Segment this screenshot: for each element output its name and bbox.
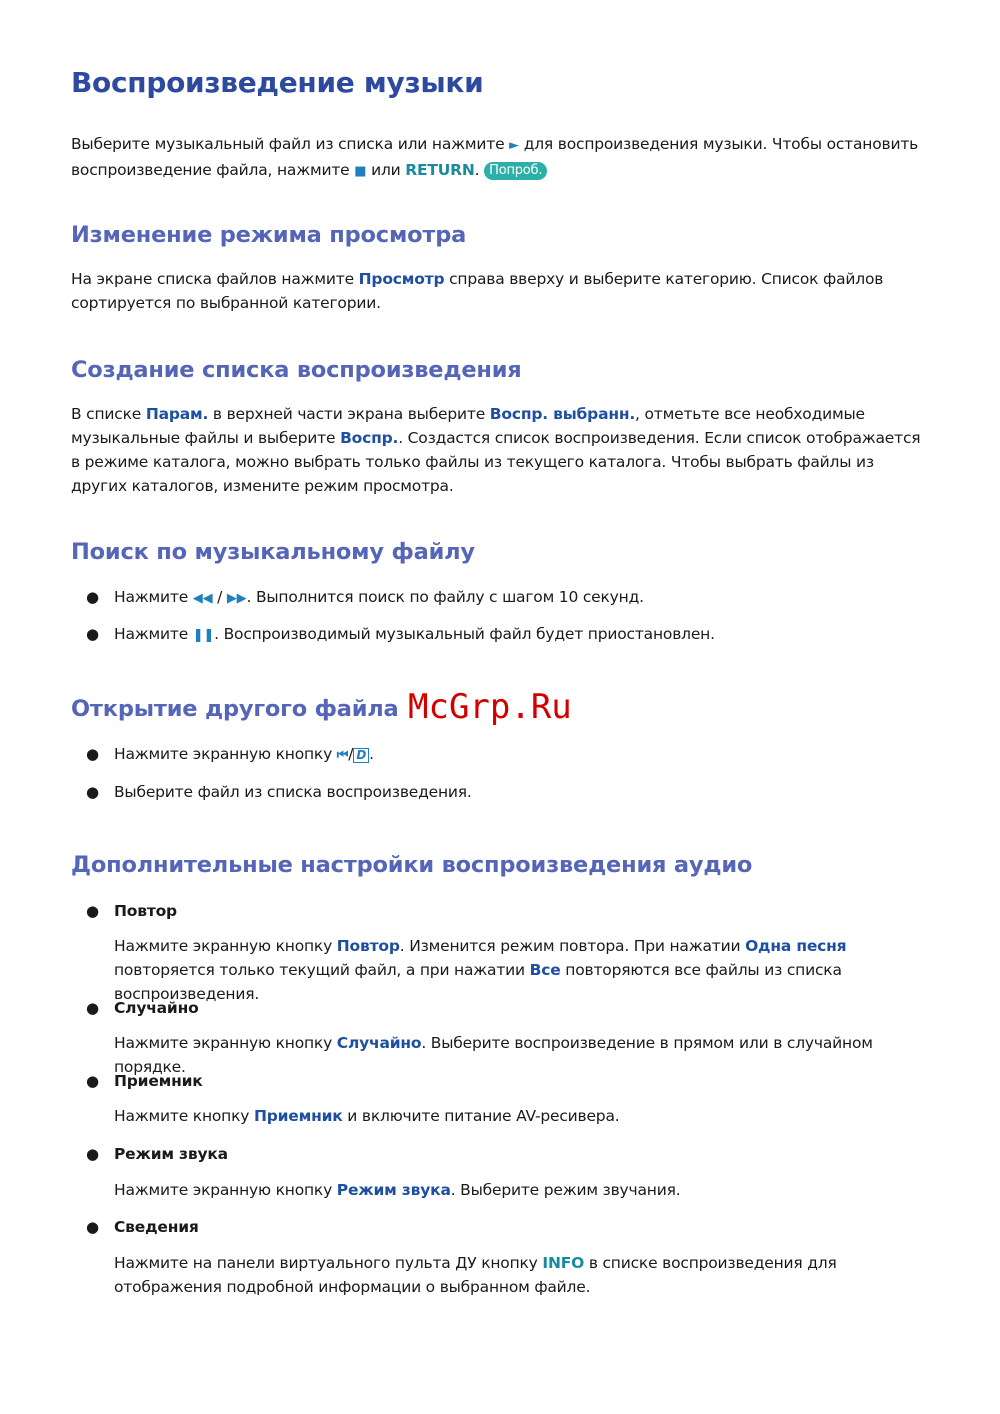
bullet-dot: ● (86, 1145, 99, 1163)
keyword: Приемник (253, 1107, 343, 1125)
paragraph-text: . Создастся список воспроизведения. Если список отображается в режиме каталога, можно выбрать только файлы из текущего каталога. Чтобы выбрать файлы из других каталогов, измените режим просмотра. (71, 429, 921, 495)
intro-text: . (474, 161, 485, 179)
intro-text: для воспроизведения музыки. Чтобы остановить воспроизведение файла, нажмите (71, 135, 919, 179)
bullet-dot: ● (86, 745, 99, 763)
paragraph-text: На экране списка файлов нажмите (71, 270, 359, 288)
keyword: Воспр. (340, 429, 399, 447)
paragraph-text: Нажмите кнопку (114, 1107, 254, 1125)
option-title: Повтор (114, 902, 177, 920)
stop-icon: ■ (354, 164, 367, 179)
bullet-dot: ● (86, 902, 99, 920)
intro-text: или (366, 161, 406, 179)
section-heading: Открытие другого файла (71, 696, 399, 722)
option-title: Режим звука (114, 1145, 228, 1163)
option-title: Сведения (114, 1218, 199, 1236)
bullet-dot: ● (86, 625, 99, 643)
list-item-text (114, 585, 929, 611)
option-description (114, 1104, 929, 1128)
section-heading: Дополнительные настройки воспроизведения аудио (71, 852, 753, 878)
section-heading: Поиск по музыкальному файлу (71, 539, 475, 565)
paragraph-text: Нажмите на панели виртуального пульта ДУ кнопку (114, 1254, 543, 1272)
list-text: / (212, 588, 227, 606)
option-title: Приемник (114, 1072, 203, 1090)
paragraph-text: . Изменится режим повтора. При нажатии (399, 937, 746, 955)
option-description (114, 1178, 929, 1202)
bullet-dot: ● (86, 783, 99, 801)
intro-text: Выберите музыкальный файл из списка или нажмите (71, 135, 510, 153)
paragraph-text: Нажмите экранную кнопку (114, 1034, 337, 1052)
paragraph-text: в верхней части экрана выберите (208, 405, 490, 423)
watermark: McGrp.Ru (408, 687, 572, 727)
option-title: Случайно (114, 999, 199, 1017)
fast-forward-icon: ▶▶ (226, 591, 247, 606)
paragraph-text: В списке (71, 405, 146, 423)
paragraph-text: повторяется только текущий файл, а при нажатии (114, 961, 530, 979)
list-text: Нажмите (114, 625, 193, 643)
section-heading: Создание списка воспроизведения (71, 357, 522, 383)
keyword: Одна песня (745, 937, 847, 955)
keyword: Режим звука (336, 1181, 451, 1199)
bullet-dot: ● (86, 999, 99, 1017)
list-text: . Выполнится поиск по файлу с шагом 10 секунд. (246, 588, 644, 606)
keyword: Повтор (336, 937, 400, 955)
paragraph-text: , отметьте все необходимые музыкальные файлы и выберите (71, 405, 865, 447)
pause-icon: ❚❚ (192, 628, 215, 643)
paragraph-text: в списке воспроизведения для отображения подробной информации о выбранном файле. (114, 1254, 837, 1296)
section-heading: Изменение режима просмотра (71, 222, 467, 248)
keyword: Воспр. выбранн. (489, 405, 636, 423)
list-item-text (114, 622, 929, 648)
paragraph-text: Нажмите экранную кнопку (114, 937, 337, 955)
bullet-dot: ● (86, 1218, 99, 1236)
keyword: INFO (542, 1254, 585, 1272)
keyword: Парам. (145, 405, 209, 423)
list-item-text (114, 742, 929, 768)
play-icon: ► (509, 138, 519, 153)
keyword: Все (529, 961, 561, 979)
bullet-dot: ● (86, 1072, 99, 1090)
d-button-icon: D (353, 748, 369, 763)
list-text: . (369, 745, 374, 763)
paragraph-text: Нажмите экранную кнопку (114, 1181, 337, 1199)
try-it-button[interactable]: Попроб. (484, 162, 547, 180)
rewind-icon: ◀◀ (192, 591, 213, 606)
keyword: Случайно (336, 1034, 422, 1052)
list-text: . Воспроизводимый музыкальный файл будет приостановлен. (214, 625, 715, 643)
keyword: Просмотр (358, 270, 445, 288)
section-paragraph (71, 402, 931, 498)
list-item-text: Выберите файл из списка воспроизведения. (114, 783, 472, 801)
paragraph-text: и включите питание AV-ресивера. (342, 1107, 620, 1125)
option-description (114, 1251, 929, 1299)
section-paragraph (71, 267, 931, 315)
page-title: Воспроизведение музыки (71, 66, 484, 99)
intro-paragraph (71, 132, 931, 184)
paragraph-text: повторяются все файлы из списка воспроизведения. (114, 961, 842, 1003)
list-text: Нажмите экранную кнопку (114, 745, 337, 763)
previous-track-icon: ⏮ (336, 748, 349, 763)
paragraph-text: справа вверху и выберите категорию. Список файлов сортируется по выбранной категории. (71, 270, 884, 312)
paragraph-text: . Выберите режим звучания. (450, 1181, 681, 1199)
list-text: Нажмите (114, 588, 193, 606)
paragraph-text: . Выберите воспроизведение в прямом или в случайном порядке. (114, 1034, 873, 1076)
bullet-dot: ● (86, 588, 99, 606)
list-text: / (348, 745, 354, 763)
return-keyword: RETURN (405, 161, 475, 179)
